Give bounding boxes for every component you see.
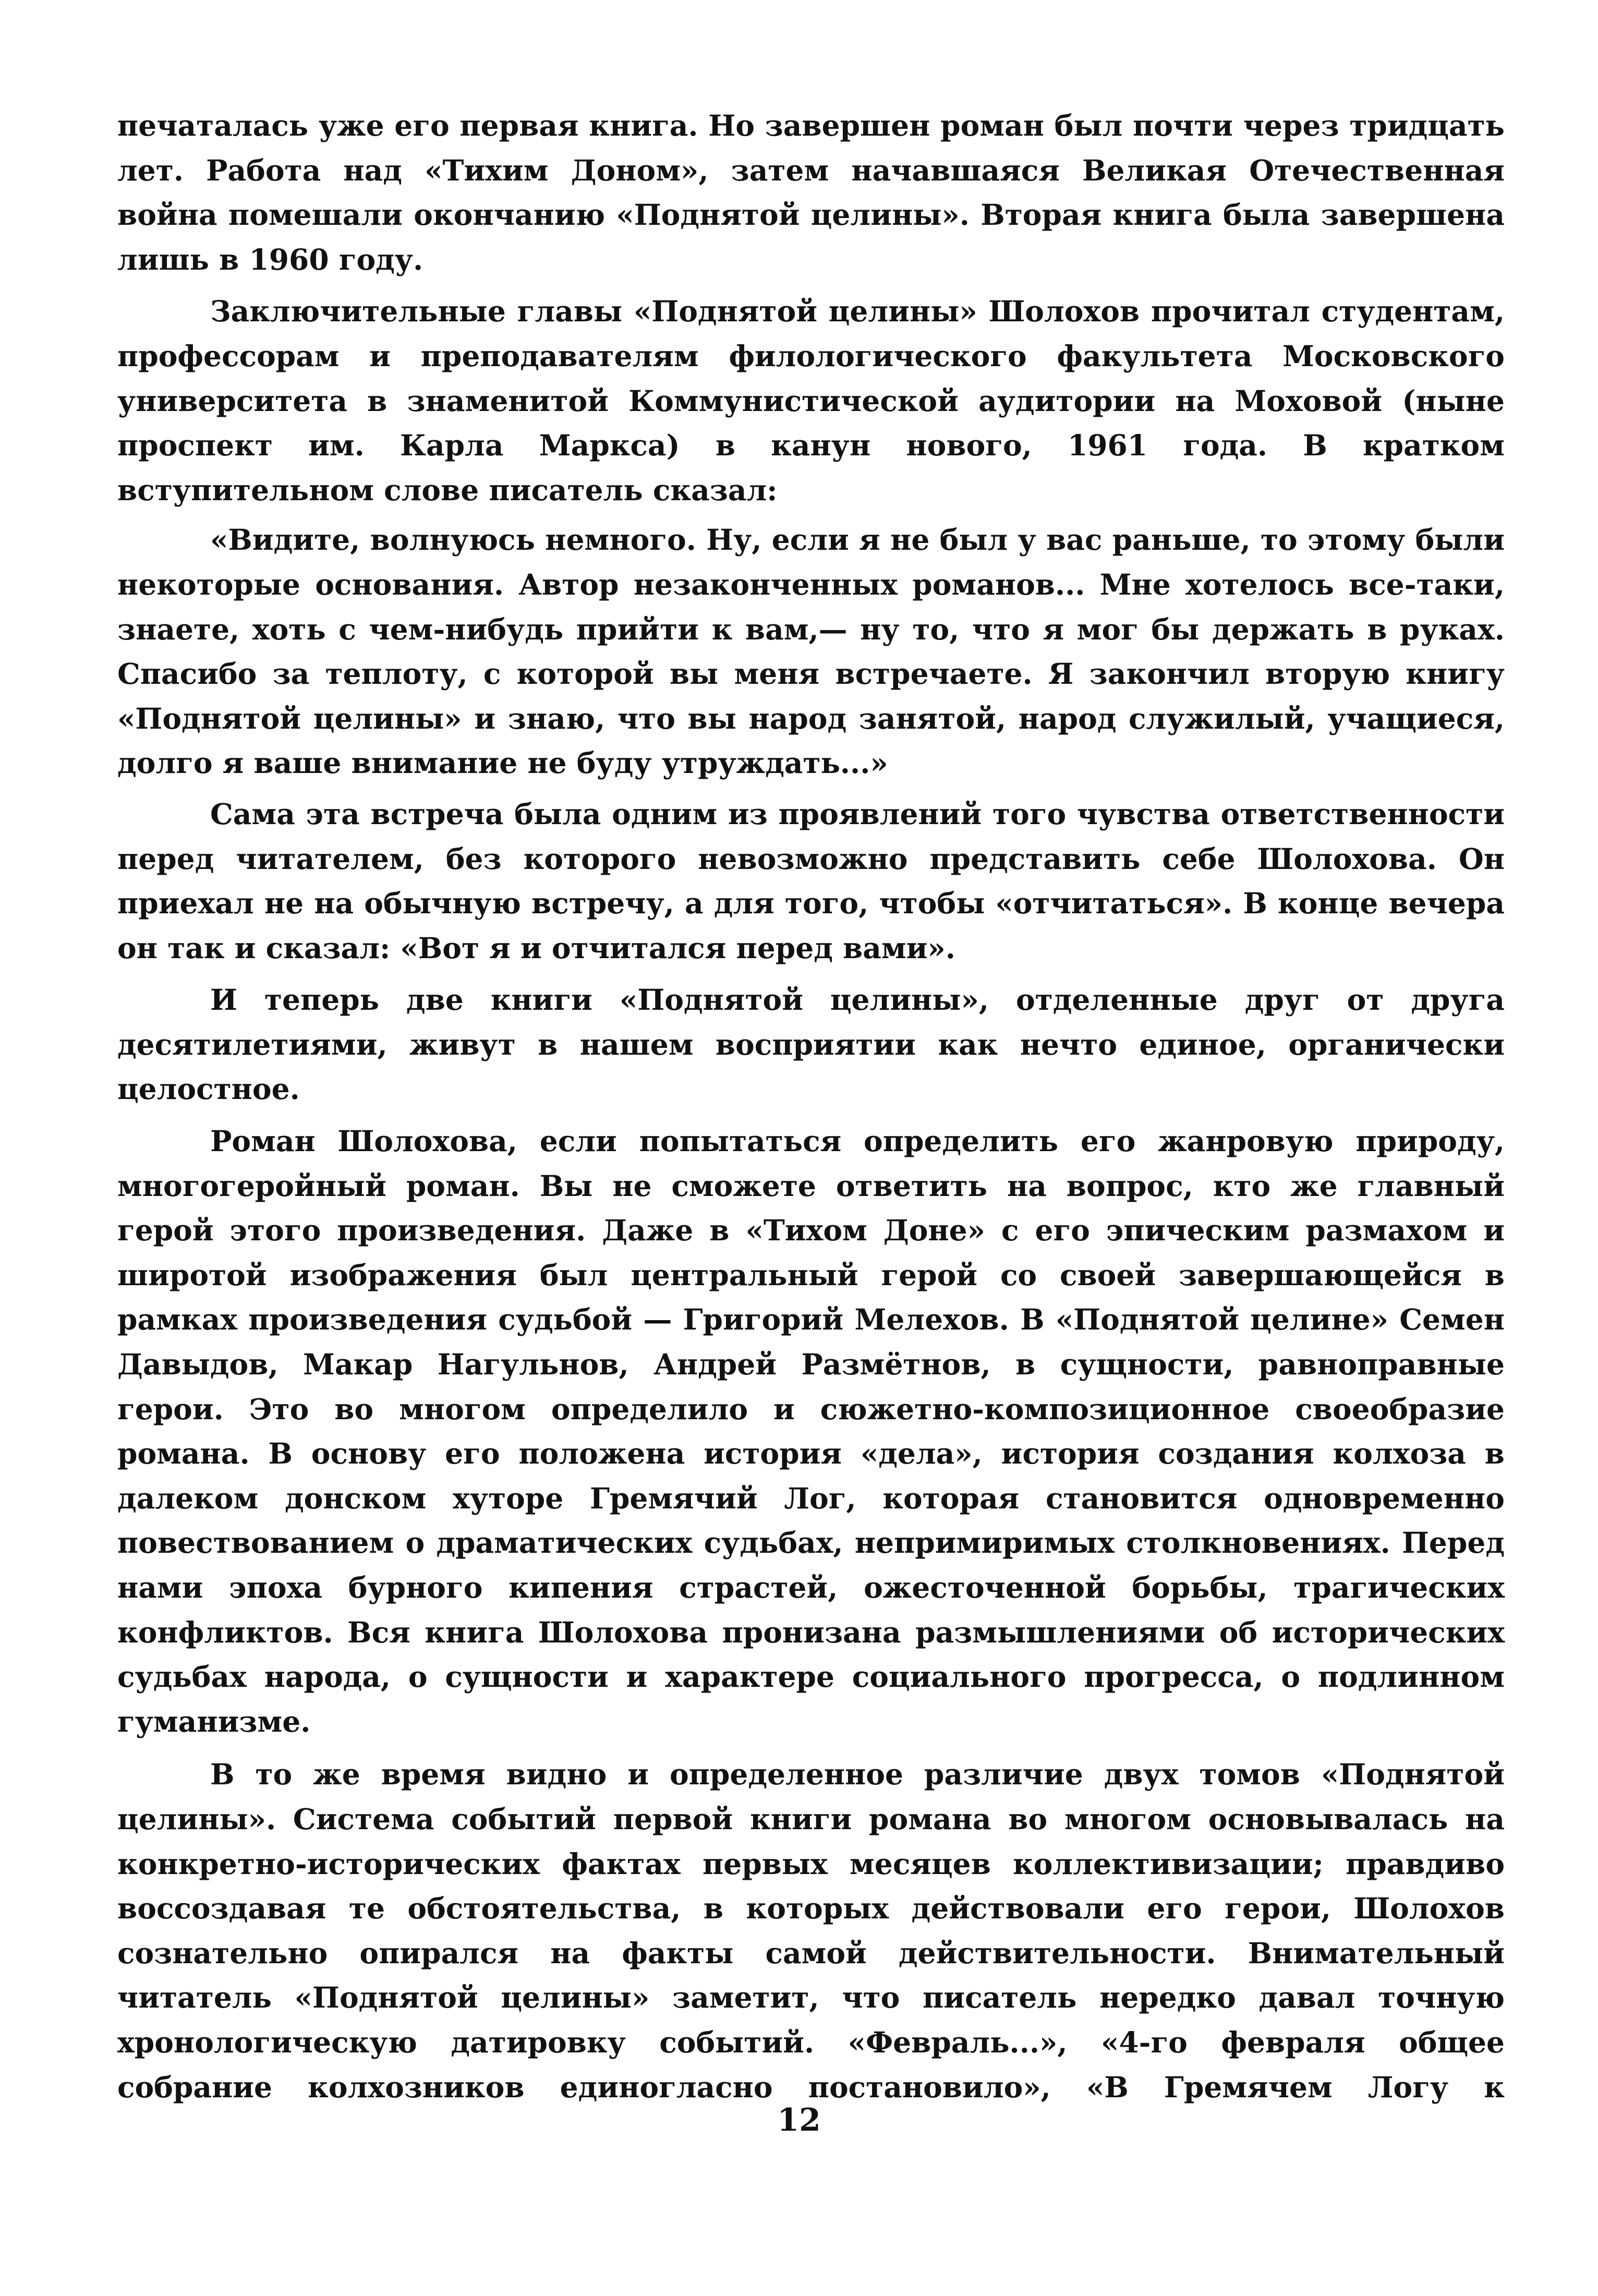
paragraph-4: Сама эта встреча была одним из проявлений того чувства ответственности перед читателем, без которого невозможно представить себе Шолохова. Он приехал не на обычную встречу, а для того, чтобы «отчитаться». В конце вечера он так и сказал: «Вот я и отчитался перед вами». [117,796,1505,965]
paragraph-3-quote: «Видите, волнуюсь немного. Ну, если я не был у вас раньше, то этому были некоторые основания. Автор незаконченных романов... Мне хотелось все-таки, знаете, хоть с чем-нибудь прийти к вам,— ну то, что я мог бы держать в руках. Спасибо за теплоту, с которой вы меня встречаете. Я закончил вторую книгу «Поднятой целины» и знаю, что вы народ занятой, народ служилый, учащиеся, долго я ваше внимание не буду утруждать...» [117,523,1505,780]
page-number: 12 [777,2102,821,2138]
paragraph-5: И теперь две книги «Поднятой целины», отделенные друг от друга десятилетиями, живут в нашем восприятии как нечто единое, органически целостное. [117,983,1505,1106]
paragraph-2: Заключительные главы «Поднятой целины» Шолохов прочитал студентам, профессорам и преподавателям филологического факультета Московского университета в знаменитой Коммунистической аудитории на Моховой (ныне проспект им. Карла Маркса) в канун нового, 1961 года. В кратком вступительном слове писатель сказал: [117,294,1505,507]
paragraph-1: печаталась уже его первая книга. Но завершен роман был почти через тридцать лет. Работа над «Тихим Доном», затем начавшаяся Великая Отечественная война помешали окончанию «Поднятой целины». Вторая книга была завершена лишь в 1960 году. [117,108,1505,276]
paragraph-7: В то же время видно и определенное различие двух томов «Поднятой целины». Система событий первой книги романа во многом основывалась на конкретно-исторических фактах первых месяцев коллективизации; правдиво воссоздавая те обстоятельства, в которых действовали его герои, Шолохов сознательно опирался на факты самой действительности. Внимательный читатель «Поднятой целины» заметит, что писатель нередко давал точную хронологическую датировку событий. «Февраль...», «4-го февраля общее собрание колхозников единогласно постановило», «В Гремячем Логу к [117,1757,1505,2104]
body-text [117,103,1505,2109]
paragraph-6: Роман Шолохова, если попытаться определить его жанровую природу, многогеройный роман. Вы не сможете ответить на вопрос, кто же главный герой этого произведения. Даже в «Тихом Доне» с его эпическим размахом и широтой изображения был центральный герой со своей завершающейся в рамках произведения судьбой — Григорий Мелехов. В «Поднятой целине» Семен Давыдов, Макар Нагульнов, Андрей Размётнов, в сущности, равноправные герои. Это во многом определило и сюжетно-композиционное своеобразие романа. В основу его положена история «дела», история создания колхоза в далеком донском хуторе Гремячий Лог, которая становится одновременно повествованием о драматических судьбах, непримиримых столкновениях. Перед нами эпоха бурного кипения страстей, ожесточенной борьбы, трагических конфликтов. Вся книга Шолохова пронизана размышлениями об исторических судьбах народа, о сущности и характере социального прогресса, о подлинном гуманизме. [117,1124,1505,1738]
